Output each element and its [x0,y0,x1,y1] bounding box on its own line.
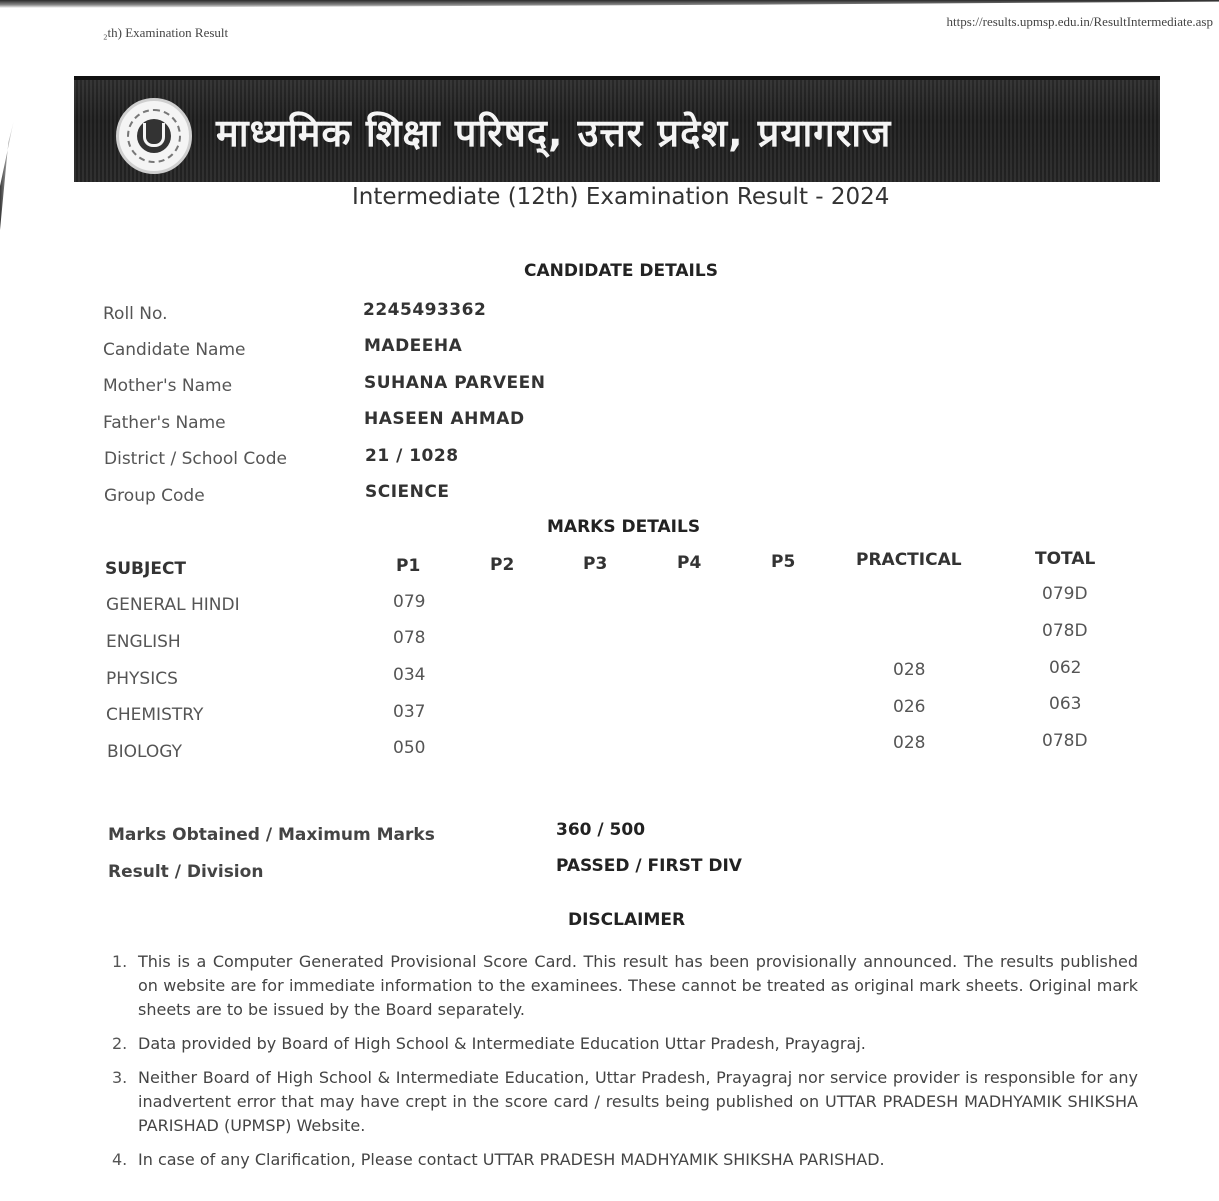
print-header-title: ₂th) Examination Result [103,25,229,40]
practical-cell: 028 [893,660,926,680]
disclaimer-text: In case of any Clarification, Please contact UTTAR PRADESH MADHYAMIK SHIKSHA PARISHAD. [138,1150,885,1169]
marks-details-heading: MARKS DETAILS [547,517,701,537]
subject-cell: CHEMISTRY [106,705,204,725]
subject-cell: PHYSICS [106,669,178,689]
total-cell: 078D [1042,621,1088,641]
list-item [112,1066,1138,1138]
p1-cell: 050 [393,738,426,758]
disclaimer-text: Data provided by Board of High School & Intermediate Education Uttar Pradesh, Prayagraj. [138,1034,866,1053]
subject-cell: ENGLISH [106,632,181,652]
candidate-name-label: Candidate Name [103,340,246,360]
roll-no-label: Roll No. [103,304,168,324]
scan-edge-top [0,0,1219,8]
mother-name-label: Mother's Name [103,376,233,396]
list-item [112,1032,1138,1056]
candidate-details-heading: CANDIDATE DETAILS [524,261,718,281]
marks-obtained-label: Marks Obtained / Maximum Marks [108,825,435,845]
column-header-p5: P5 [771,552,796,572]
column-header-p2: P2 [490,555,515,575]
father-name-label: Father's Name [103,413,226,433]
p1-cell: 079 [393,592,426,612]
practical-cell: 026 [893,697,926,717]
disclaimer-text: Neither Board of High School & Intermediate Education, Uttar Pradesh, Prayagraj nor service provider is responsible for any inadvertent error that may have crept in the score card / results being published on UTTAR PRADESH MADHYAMIK SHIKSHA PARISHAD (UPMSP) Website. [138,1068,1138,1135]
board-banner [74,76,1160,182]
disclaimer-list [112,950,1138,1182]
print-header-url: https://results.upmsp.edu.in/ResultIntermediate.asp [946,14,1213,29]
column-header-practical: PRACTICAL [856,550,962,570]
marks-obtained-value: 360 / 500 [556,820,646,840]
column-header-p4: P4 [677,553,702,573]
group-code-value: SCIENCE [365,482,450,502]
column-header-p3: P3 [583,554,608,574]
list-number: 1. [112,952,128,971]
list-item [112,1148,1138,1172]
district-school-code-label: District / School Code [104,449,287,469]
practical-cell: 028 [893,733,926,753]
subject-cell: GENERAL HINDI [106,595,240,615]
p1-cell: 078 [393,628,426,648]
mother-name-value: SUHANA PARVEEN [364,373,546,393]
disclaimer-text: This is a Computer Generated Provisional Score Card. This result has been provisionally announced. The results published on website are for immediate information to the examinees. These cannot be treated as original mark sheets. Original mark sheets are to be issued by the Board separately. [138,952,1138,1019]
disclaimer-heading: DISCLAIMER [568,910,686,930]
subject-cell: BIOLOGY [107,742,183,762]
father-name-value: HASEEN AHMAD [364,409,525,429]
upmsp-seal-icon [116,98,192,174]
column-header-subject: SUBJECT [105,559,187,579]
column-header-p1: P1 [396,556,421,576]
list-number: 2. [112,1034,128,1053]
column-header-total: TOTAL [1035,549,1096,569]
district-school-code-value: 21 / 1028 [365,446,459,466]
candidate-name-value: MADEEHA [364,336,463,356]
p1-cell: 037 [393,702,426,722]
list-item [112,950,1138,1022]
total-cell: 079D [1042,584,1088,604]
list-number: 3. [112,1068,128,1087]
roll-no-value: 2245493362 [363,300,487,320]
document-title: Intermediate (12th) Examination Result - 2024 [352,184,890,210]
scan-edge-left [0,120,14,230]
total-cell: 063 [1049,694,1082,714]
result-division-value: PASSED / FIRST DIV [556,856,742,876]
board-name: माध्यमिक शिक्षा परिषद्, उत्तर प्रदेश, प्रयागराज [216,111,892,155]
total-cell: 062 [1049,658,1082,678]
p1-cell: 034 [393,665,426,685]
total-cell: 078D [1042,731,1088,751]
list-number: 4. [112,1150,128,1169]
result-division-label: Result / Division [108,862,264,882]
group-code-label: Group Code [104,486,205,506]
